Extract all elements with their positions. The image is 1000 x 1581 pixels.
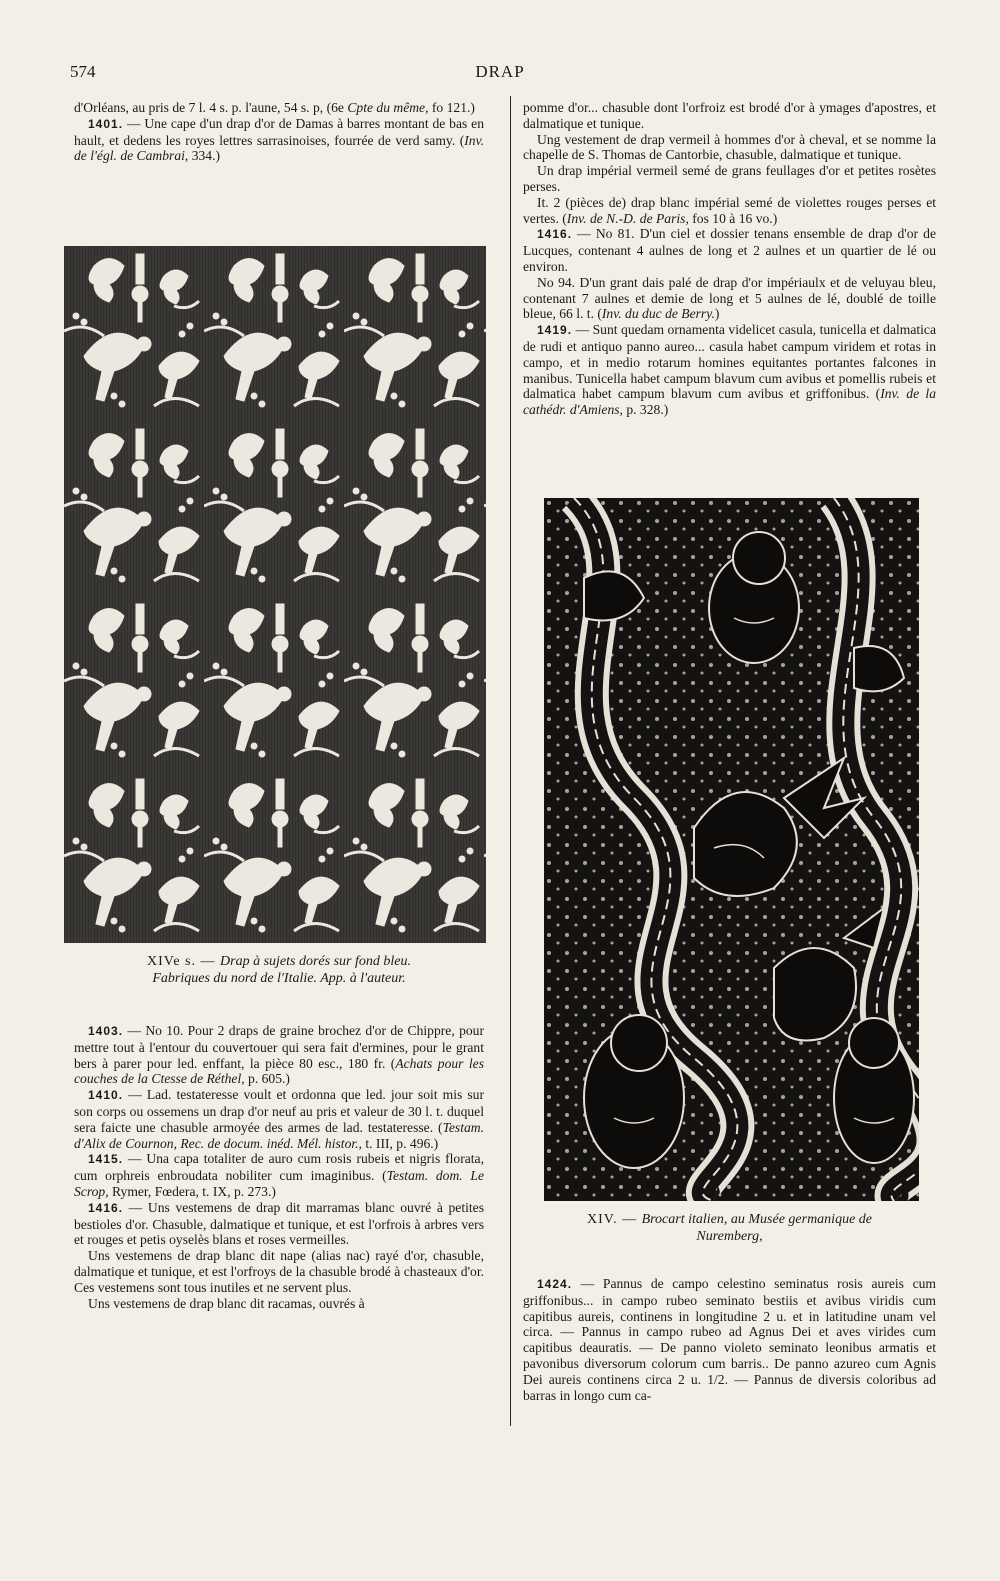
entry-1401: 1401. — Une cape d'un drap d'or de Damas à barres montant de bas en hault, et dedens les royes lettres sarrasinoises, fourrée de verd samy. (Inv. de l'égl. de Cambrai, 334.) (74, 115, 484, 164)
left-column-top (74, 100, 484, 164)
figure-brocart-italien (544, 498, 919, 1201)
entry-1416-right: 1416. — No 81. D'un ciel et dossier tenans ensemble de drap d'or de Lucques, contenant 4 aulnes de long et 2 aulnes et un quartier de lé ou environ. (523, 226, 936, 274)
paragraph-drap-imperial: Un drap impérial vermeil semé de grans feullages d'or et petites rosètes perses. (523, 163, 936, 194)
entry-1416-p2: Uns vestemens de drap blanc dit nape (alias nac) rayé d'or, chasuble, dalmatique et tunique, et est l'orfroys de la chasuble brodé à chasteaux d'or. Ces vestemens sont tous inutiles et ne servent plus. (74, 1248, 484, 1295)
page-number: 574 (70, 62, 96, 81)
entry-1410: 1410. — Lad. testateresse voult et ordonna que led. jour soit mis sur son corps ou ossemens un drap d'or neuf au pris et valeur de 30 l. t. duquel sera faicte une chasuble armoyée des armes de lad. testateresse. (Testam. d'Alix de Cournon, Rec. de docum. inéd. Mél. histor., t. III, p. 496.) (74, 1087, 484, 1151)
entry-1419: 1419. — Sunt quedam ornamenta videlicet casula, tunicella et dalmatica de rudi et antiquo panno aureo... casula habet campum viridem et rotas in campo, et in medio rotarum homines equitantes portantes falcones in manibus. Tunicella habet campum blavum cum avibus et pomellis rubeis et dalmatica habet campum blavum cum avibus et griffonibus. (Inv. de la cathédr. d'Amiens, p. 328.) (523, 322, 936, 418)
fabric-illustration-leaves-birds (64, 246, 486, 943)
entry-1415: 1415. — Una capa totaliter de auro cum rosis rubeis et nigris florata, cum orphreis enbroudata nobiliter cum imaginibus. (Testam. dom. Le Scrop, Rymer, Fœdera, t. IX, p. 273.) (74, 1151, 485, 1199)
figure-2-caption: XIV. — Brocart italien, au Musée germanique de Nuremberg, (586, 1212, 872, 1244)
entry-1416-right-p2: No 94. D'un grant dais palé de drap d'or impériaulx et de veluyau bleu, contenant 7 aulnes et demie de long et 5 aulnes de lé, doublé de toille bleue, 66 l. t. (Inv. du duc de Berry.) (523, 274, 936, 322)
column-rule (510, 96, 511, 1426)
brocade-illustration-lions-dragons (544, 498, 919, 1201)
left-column-bottom (74, 1023, 484, 1311)
paragraph-vestement: Ung vestement de drap vermeil à hommes d'or à cheval, et se nomme la chapelle de S. Thomas de Cantorbie, chasuble, dalmatique et tunique. (523, 131, 936, 163)
right-column-bottom (523, 1276, 936, 1403)
entry-1416: 1416. — Uns vestemens de drap dit marramas blanc ouvré à petites bestioles d'or. Chasuble, dalmatique et tunique, et est l'orfrois à arbres vers et rouges et petis oyselès blans et roses vermeilles. (74, 1199, 484, 1248)
paragraph-continuation-right: pomme d'or... chasuble dont l'orfroiz est brodé d'or à ymages d'apostres, et dalmatique et tunique. (523, 100, 936, 131)
entry-1416-p3: Uns vestemens de drap blanc dit racamas, ouvrés à (88, 1295, 365, 1311)
figure-drap-sujets-dores (64, 246, 486, 943)
entry-1403: 1403. — No 10. Pour 2 draps de graine brochez d'or de Chippre, pour mettre tout à l'entour du couvertouer qui sera fait d'ermines, pour le grant bers à parer pour led. enffant, la pièce 80 esc., 180 fr. (Achats pour les couches de la Ctesse de Réthel, p. 605.) (74, 1023, 484, 1087)
paragraph-violettes: It. 2 (pièces de) drap blanc impérial semé de violettes rouges perses et vertes. (Inv. de N.-D. de Paris, fos 10 à 16 vo.) (523, 194, 936, 226)
figure-1-caption: XIVe s. — Drap à sujets dorés sur fond bleu. Fabriques du nord de l'Italie. App. à l'auteur. (147, 954, 411, 986)
paragraph-continuation: d'Orléans, au pris de 7 l. 4 s. p. l'aune, 54 s. p, (6e Cpte du même, fo 121.) (74, 100, 475, 115)
right-column-top (523, 100, 936, 418)
page-title: DRAP (475, 62, 525, 81)
entry-1424: 1424. — Pannus de campo celestino seminatus rosis aureis cum griffonibus... in campo rubeo seminato bestiis et avibus viridis cum capitibus aureis, continens in longitudine 2 u. et in latitudine unam vel circa. — Pannus in campo rubeo ad Agnus Dei et aves virides cum capitibus deauratis. — De panno violeto seminato leonibus armatis et pavonibus diversorum colorum cum barris.. De panno azureo cum Agnis Dei aureis continens circa 2 u. 1/2. — Pannus de diversis coloribus ad barras in longo cum ca- (523, 1276, 936, 1403)
